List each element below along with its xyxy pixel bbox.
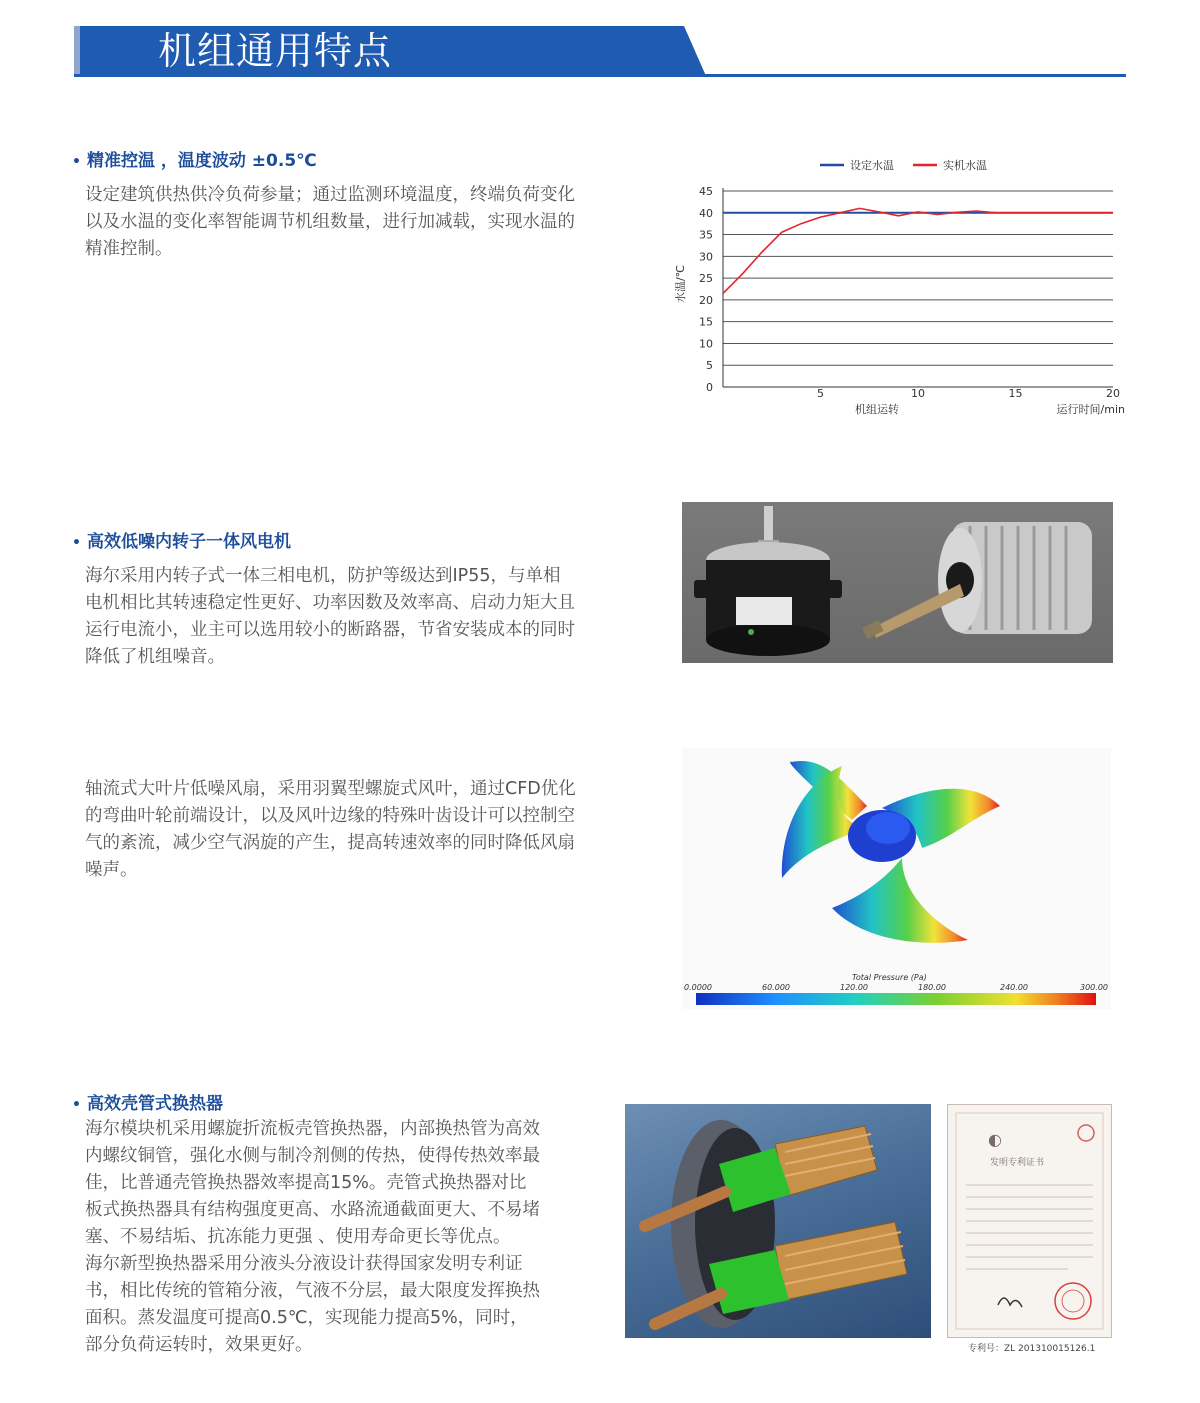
legend-label: 实机水温 <box>943 159 987 172</box>
fan-legend-title: Total Pressure (Pa) <box>852 973 927 982</box>
y-tick-label: 5 <box>706 359 713 373</box>
section-title-heat-exchanger: • 高效壳管式换热器 <box>72 1094 223 1114</box>
y-tick-label: 35 <box>699 228 713 242</box>
y-tick-label: 45 <box>699 185 713 198</box>
x-axis-label: 运行时间/min <box>1056 403 1125 416</box>
x-tick-label: 5 <box>817 387 824 400</box>
section-paragraph-motor: 海尔采用内转子式一体三相电机，防护等级达到IP55，与单相 电机相比其转速稳定性更好、功率因数及效率高、启动力矩大且 运行电流小，业主可以选用较小的断路器，节省安装成本的同时 降低了机组噪音。 <box>85 566 575 667</box>
section-paragraph-fan: 轴流式大叶片低噪风扇，采用羽翼型螺旋式风叶，通过CFD优化 的弯曲叶轮前端设计，以及风叶边缘的特殊叶齿设计可以控制空 气的紊流，减少空气涡旋的产生，提高转速效率的同时降低风扇 噪声。 <box>85 779 576 880</box>
bullet-icon: • <box>72 535 81 551</box>
y-tick-label: 0 <box>706 381 713 394</box>
y-tick-label: 40 <box>699 206 713 220</box>
patent-certificate <box>947 1104 1112 1338</box>
x-tick-label: 15 <box>1008 387 1023 400</box>
heat-exchanger-image <box>625 1104 931 1338</box>
section-paragraph-precise-temp: 设定建筑供热供冷负荷参量；通过监测环境温度，终端负荷变化 以及水温的变化率智能调节机组数量，进行加减载，实现水温的 精准控制。 <box>85 185 575 259</box>
section-title-motor: • 高效低噪内转子一体风电机 <box>72 532 291 552</box>
patent-doc-title: 发明专利证书 <box>990 1158 1045 1168</box>
legend-label: 设定水温 <box>850 159 894 172</box>
section-paragraph-heat-exchanger: 海尔模块机采用螺旋折流板壳管换热器，内部换热管为高效 内螺纹铜管，强化水侧与制冷剂侧的传热，使得传热效率最 佳，比普通壳管换热器效率提高15%。壳管式换热器对比 板式换热器具有结构强度更高、水路流通截面更大、不易堵 塞、不易结垢、抗冻能力更强 、使用寿命更长等优点。 海尔新型换热器采用分液头分液设计获得国家发明专利证 书，相比传统的管箱分液，气液不分层，最大限度发挥换热 面积。蒸发温度可提高0.5℃，实现能力提高5%，同时， 部分负荷运转时，效果更好。 <box>85 1119 540 1355</box>
y-tick-label: 20 <box>699 293 713 307</box>
patent-number: 专利号：ZL 201310015126.1 <box>968 1344 1096 1354</box>
fan-legend-tick: 180.00 <box>918 983 946 992</box>
water-temp-chart <box>660 150 1130 430</box>
section-title-precise-temp: • 精准控温 ，温度波动 ±0.5℃ <box>72 151 317 171</box>
fan-legend-tick: 0.0000 <box>684 983 712 992</box>
y-tick-label: 10 <box>699 337 713 351</box>
fan-legend-tick: 240.00 <box>1000 983 1028 992</box>
series-line-actual <box>723 208 1113 293</box>
page-title: 机组通用特点 <box>158 29 393 73</box>
y-tick-label: 25 <box>699 272 713 286</box>
x-tick-label: 10 <box>911 387 925 400</box>
motor-photo <box>682 502 1113 663</box>
x-tick-label: 20 <box>1106 387 1120 400</box>
y-tick-label: 30 <box>699 250 713 264</box>
patent-emblem: ◐ <box>988 1130 1002 1149</box>
header-rule <box>74 74 1126 77</box>
y-tick-label: 15 <box>699 315 713 329</box>
bullet-icon: • <box>72 154 81 170</box>
bullet-icon: • <box>72 1097 81 1113</box>
y-axis-label: 水温/℃ <box>674 264 687 304</box>
fan-legend-tick: 120.00 <box>840 983 868 992</box>
x-axis-annotation: 机组运转 <box>855 403 900 416</box>
fan-legend-tick: 300.00 <box>1080 983 1108 992</box>
fan-cfd-image <box>682 748 1111 1009</box>
fan-legend-tick: 60.000 <box>762 983 790 992</box>
